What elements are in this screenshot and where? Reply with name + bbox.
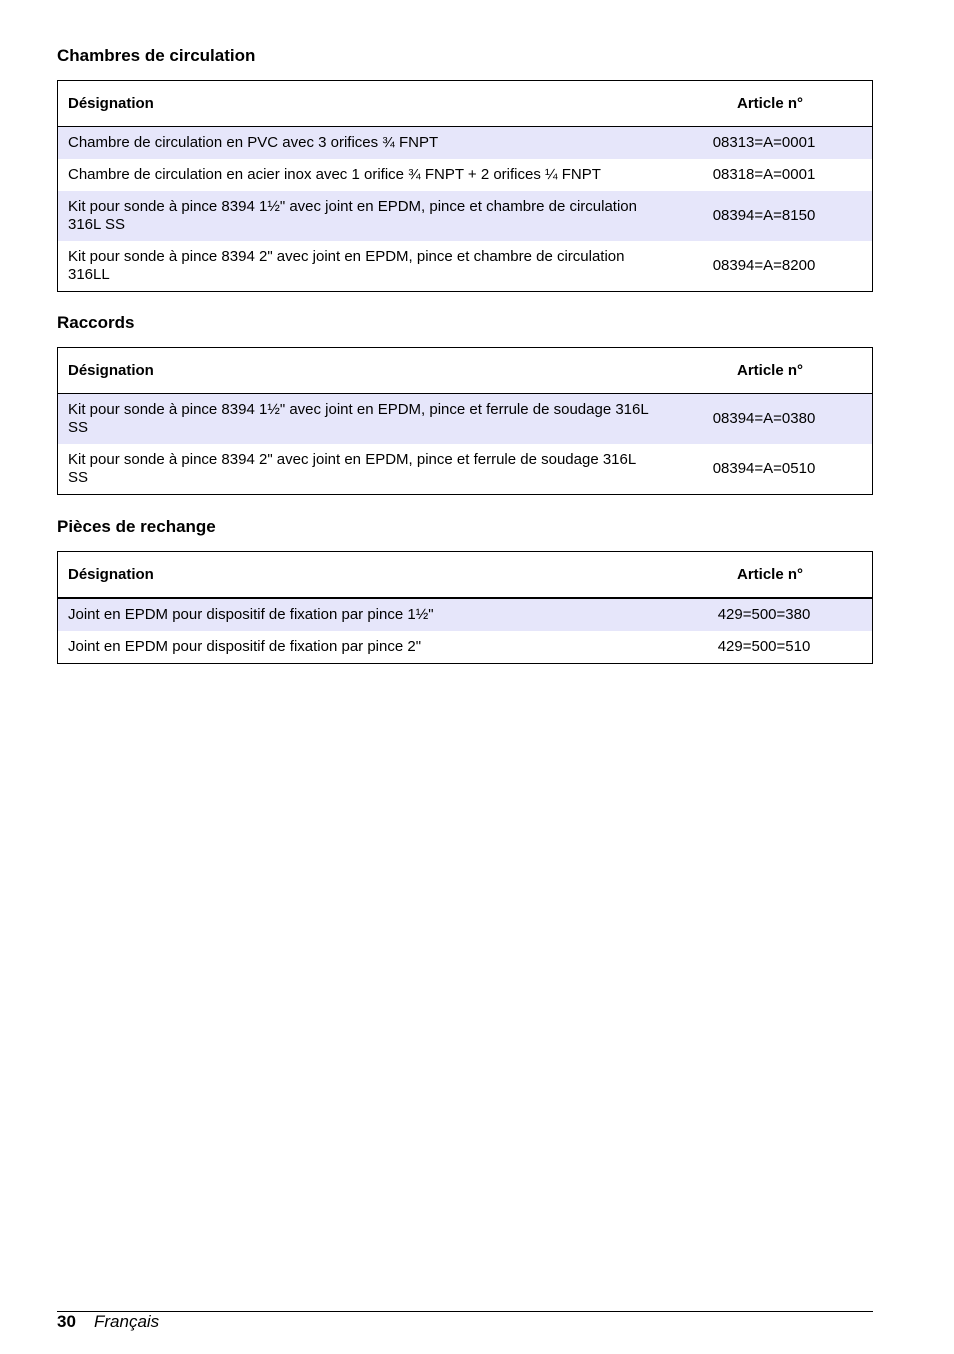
table-row [58, 598, 873, 631]
cell-article: 08394=A=0380 [668, 394, 873, 445]
section-title-pieces: Pièces de rechange [57, 517, 216, 536]
table-chambres [57, 80, 873, 292]
cell-article: 429=500=510 [717, 638, 811, 655]
table-row [58, 444, 873, 495]
footer-divider [57, 1311, 873, 1312]
table-header-row [58, 81, 873, 127]
table-row [58, 127, 873, 160]
cell-designation: Kit pour sonde à pince 8394 1½" avec joint en EPDM, pince et ferrule de soudage 316L SS [58, 394, 669, 445]
table-row [58, 631, 873, 664]
table-row [58, 191, 873, 241]
section-title-raccords: Raccords [57, 313, 135, 332]
page-number: 30 [57, 1312, 76, 1331]
table-row [58, 159, 873, 191]
footer-language: Français [94, 1312, 160, 1331]
cell-article: 08318=A=0001 [712, 166, 816, 183]
cell-designation: Joint en EPDM pour dispositif de fixation par pince 1½" [58, 598, 669, 631]
table-raccords [57, 347, 873, 495]
column-header-article: Article n° [668, 81, 873, 127]
cell-designation: Kit pour sonde à pince 8394 2" avec joint en EPDM, pince et chambre de circulation 316LL [68, 248, 625, 283]
table-header-row [58, 552, 873, 599]
cell-article: 429=500=380 [668, 598, 873, 631]
cell-article: 08394=A=8200 [712, 257, 816, 274]
cell-designation: Kit pour sonde à pince 8394 2" avec joint en EPDM, pince et ferrule de soudage 316L SS [68, 451, 636, 486]
cell-designation: Kit pour sonde à pince 8394 1½" avec joint en EPDM, pince et chambre de circulation 316L SS [58, 191, 669, 241]
table-header-row [58, 348, 873, 394]
cell-designation: Chambre de circulation en PVC avec 3 orifices ¾ FNPT [58, 127, 669, 160]
column-header-article: Article n° [668, 348, 873, 394]
table-row [58, 241, 873, 292]
table-pieces [57, 551, 873, 664]
cell-article: 08313=A=0001 [668, 127, 873, 160]
column-header-article: Article n° [668, 552, 873, 599]
table-row [58, 394, 873, 445]
cell-article: 08394=A=0510 [712, 460, 816, 477]
cell-designation: Chambre de circulation en acier inox avec 1 orifice ¾ FNPT + 2 orifices ¼ FNPT [68, 166, 601, 183]
cell-designation: Joint en EPDM pour dispositif de fixation par pince 2" [68, 638, 422, 655]
column-header-designation: Désignation [58, 348, 669, 394]
column-header-designation: Désignation [58, 81, 669, 127]
cell-article: 08394=A=8150 [668, 191, 873, 241]
section-title-chambres: Chambres de circulation [57, 46, 256, 65]
column-header-designation: Désignation [58, 552, 669, 599]
